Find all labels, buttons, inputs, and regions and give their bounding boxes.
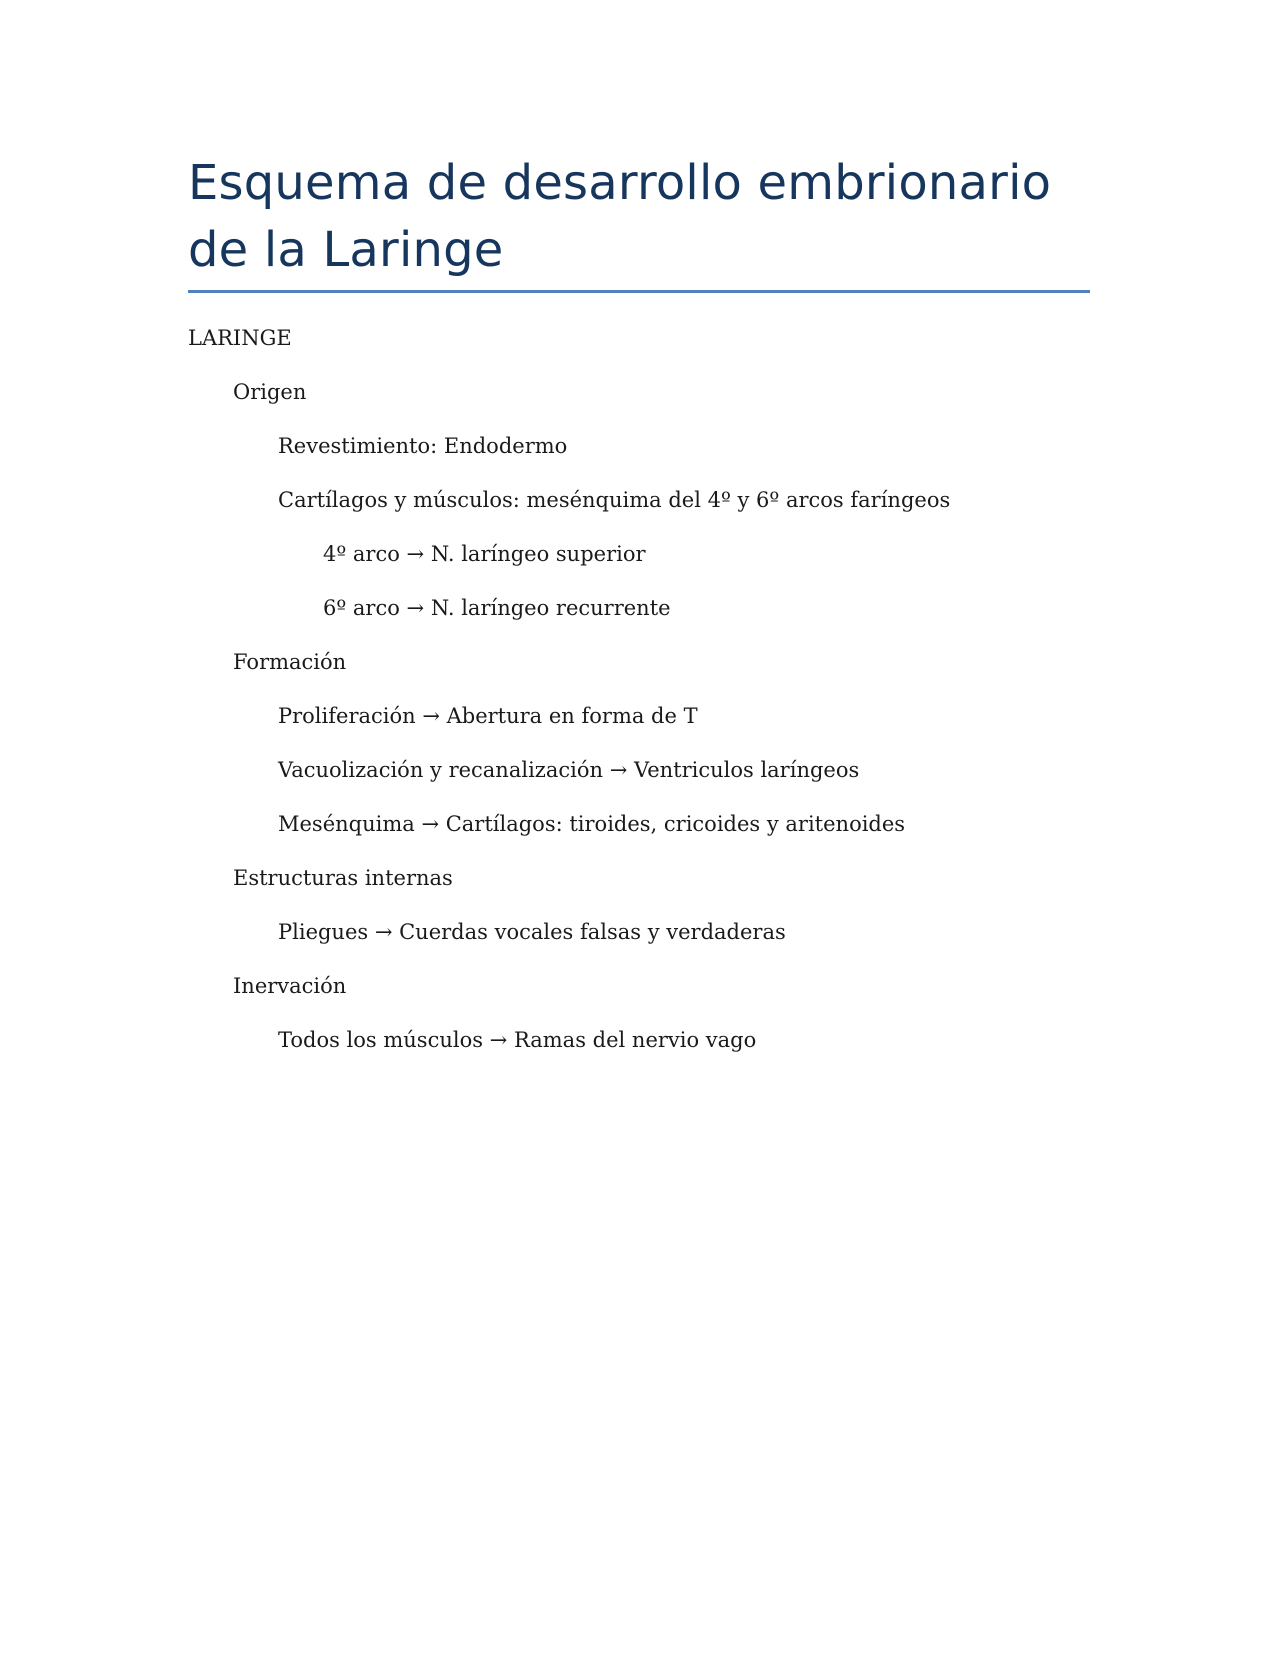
outline-item-arco-6: 6º arco → N. laríngeo recurrente <box>323 596 671 620</box>
outline-list <box>188 320 950 1076</box>
outline-item-cartilagos-musculos: Cartílagos y músculos: mesénquima del 4º y 6º arcos faríngeos <box>278 488 951 512</box>
outline-heading-origen: Origen <box>233 380 307 404</box>
outline-item-proliferacion: Proliferación → Abertura en forma de T <box>278 704 698 728</box>
outline-item-pliegues: Pliegues → Cuerdas vocales falsas y verdaderas <box>278 920 786 944</box>
outline-heading-formacion: Formación <box>233 650 347 674</box>
outline-heading-estructuras: Estructuras internas <box>233 866 453 890</box>
outline-item-arco-4: 4º arco → N. laríngeo superior <box>323 542 646 566</box>
title-underline <box>188 290 1090 293</box>
document-title: Esquema de desarrollo embrionario de la Laringe <box>188 155 1052 278</box>
outline-item-musculos: Todos los músculos → Ramas del nervio vago <box>278 1028 757 1052</box>
outline-item-revestimiento: Revestimiento: Endodermo <box>278 434 568 458</box>
outline-item-vacuolizacion: Vacuolización y recanalización → Ventriculos laríngeos <box>278 758 860 782</box>
outline-item-mesenquima: Mesénquima → Cartílagos: tiroides, cricoides y aritenoides <box>278 812 906 836</box>
outline-heading-inervacion: Inervación <box>233 974 347 998</box>
outline-root: LARINGE <box>188 326 292 350</box>
